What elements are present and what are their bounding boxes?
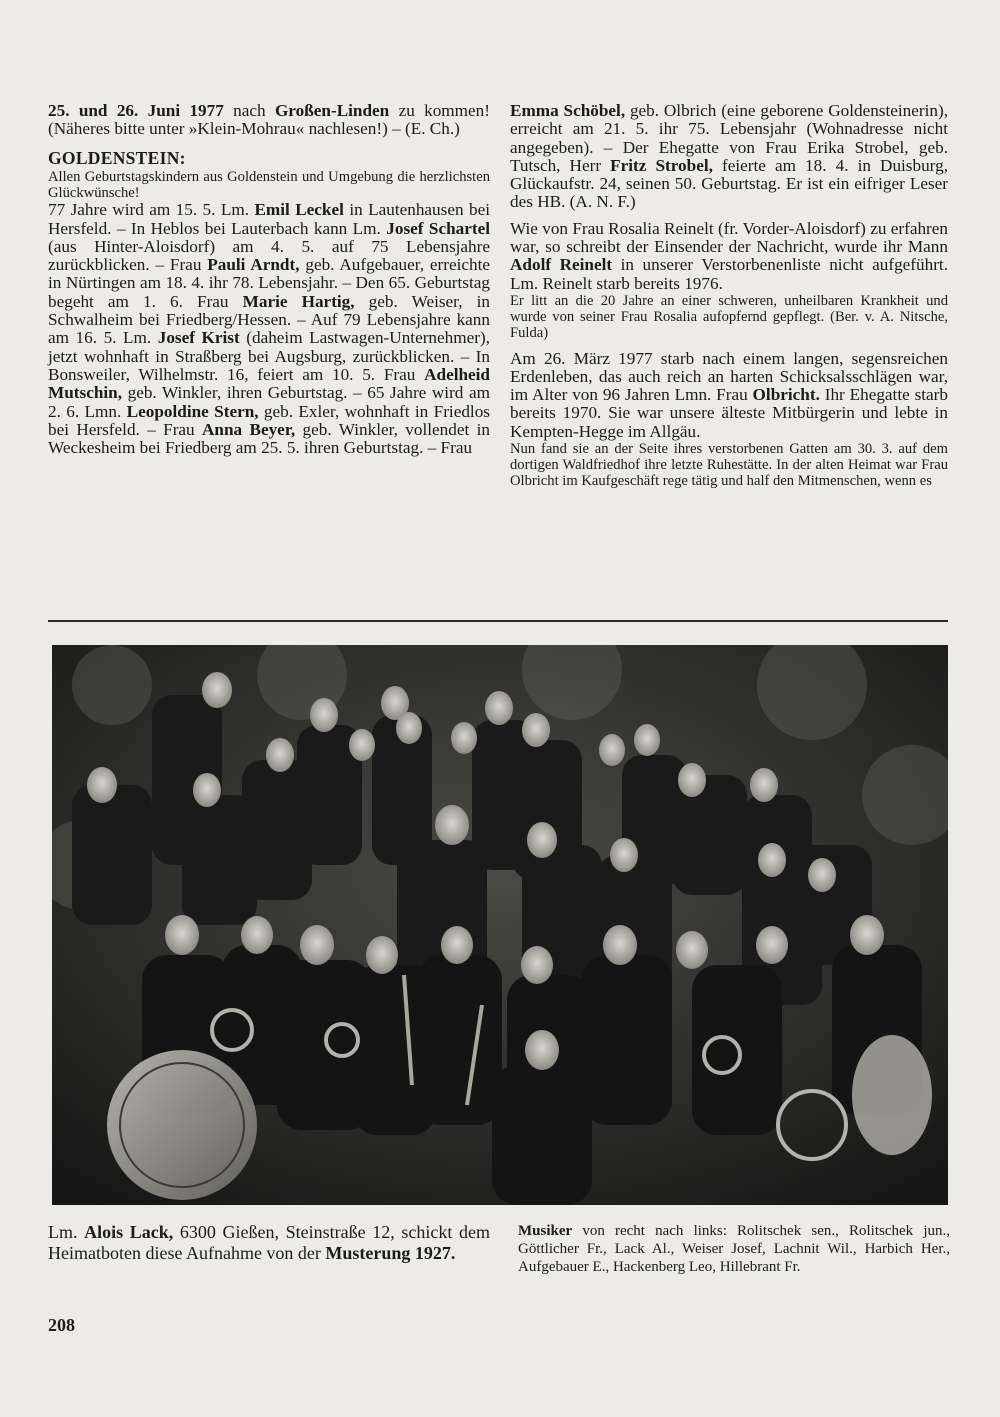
bold-name: Marie Hartig, bbox=[242, 291, 355, 311]
section-divider bbox=[48, 620, 948, 622]
photo-caption-musicians bbox=[518, 1222, 950, 1277]
photo-illustration bbox=[52, 645, 948, 1205]
text-run: geb. Olbrich (eine geborene Goldensteinerin), erreicht am 21. 5. ihr 75. Lebensjahr (Wohnadresse nicht angegeben). – Der Ehegatte von Frau Erika Strobel, geb. Tutsch, Herr bbox=[510, 101, 948, 175]
bold-name: Musiker bbox=[518, 1223, 573, 1239]
article-intro-paragraph bbox=[48, 102, 490, 139]
bold-name: Pauli Arndt, bbox=[207, 255, 300, 275]
text-run: geb. Winkler, ihren Geburtstag. – 65 Jahre wird am 2. 6. Lmn. bbox=[48, 383, 490, 421]
bold-name: Anna Beyer, bbox=[202, 419, 296, 439]
bold-name: 25. und 26. Juni 1977 bbox=[48, 101, 224, 120]
olbricht-obituary-paragraph bbox=[510, 350, 948, 441]
text-run: in unserer Verstorbenenliste nicht aufgeführt. Lm. Reinelt starb bereits 1976. bbox=[510, 255, 948, 293]
photo-caption-sender bbox=[48, 1222, 490, 1263]
text-run: geb. Exler, wohnhaft in Friedlos bei Hersfeld. – Frau bbox=[48, 401, 490, 439]
text-run: von recht nach links: Rolitschek sen., Rolitschek jun., Göttlicher Fr., Lack Al., Weiser Josef, Lachnit Wil., Harbich Her., Aufgebauer E., Hackenberg Leo, Hillebrant Fr. bbox=[518, 1223, 950, 1276]
bold-name: Adolf Reinelt bbox=[510, 255, 613, 275]
right-column bbox=[510, 102, 948, 490]
text-run: nach bbox=[223, 101, 275, 120]
text-run: Lm. bbox=[48, 1222, 85, 1242]
bold-name: Musterung 1927. bbox=[325, 1242, 456, 1263]
text-run: Wie von Frau Rosalia Reinelt (fr. Vorder-Aloisdorf) zu erfahren war, so schreibt der Einsender der Nachricht, wurde ihr Mann bbox=[510, 218, 948, 257]
bold-name: Leopoldine Stern, bbox=[126, 401, 259, 421]
text-run: geb. Winkler, vollendet in Weckesheim bei Friedberg am 25. 5. ihren Geburtstag. – Frau bbox=[48, 419, 490, 458]
bold-name: Fritz Strobel, bbox=[610, 155, 713, 175]
bold-name: Emil Leckel bbox=[254, 200, 344, 220]
text-run: 6300 Gießen, Steinstraße 12, schickt dem Heimatboten diese Aufnahme von der bbox=[48, 1222, 491, 1263]
text-run: (daheim Lastwagen-Unternehmer), jetzt wohnhaft in Straßberg bei Augsburg, zurückblicken. – In Bonsweiler, Wilhelmstr. 16, feiert am 10. 5. Frau bbox=[48, 328, 490, 384]
bold-name: Josef Schartel bbox=[386, 218, 490, 238]
section-heading-goldenstein: GOLDENSTEIN: bbox=[48, 147, 186, 168]
text-run: Am 26. März 1977 starb nach einem langen, segensreichen Erdenleben, das auch reich an harten Schicksalsschlägen war, im Alter von 96 Jahren Lmn. Frau bbox=[510, 348, 948, 405]
bold-name: Alois Lack, bbox=[84, 1222, 174, 1242]
left-column bbox=[48, 102, 490, 457]
text-run: (aus Hinter-Aloisdorf) am 4. 5. auf 75 Lebensjahre zurückblicken. – Frau bbox=[48, 236, 490, 275]
text-run: zu kommen! (Näheres bitte unter »Klein-Mohrau« nachlesen!) – (E. Ch.) bbox=[48, 101, 490, 139]
text-run: geb. Aufgebauer, erreichte in Nürtingen am 18. 4. ihr 78. Lebensjahr. – Den 65. Geburtstag begeht am 1. 6. Frau bbox=[48, 255, 491, 311]
group-photograph bbox=[52, 645, 948, 1205]
text-run: geb. Weiser, in Schwalheim bei Friedberg/Hessen. – Auf 79 Lebensjahre kann am 16. 5. Lm. bbox=[48, 291, 490, 348]
text-run: 77 Jahre wird am 15. 5. Lm. bbox=[48, 200, 255, 220]
page-number: 208 bbox=[48, 1315, 75, 1335]
bold-name: Josef Krist bbox=[157, 328, 240, 348]
greeting-line: Allen Geburtstagskindern aus Goldenstein und Umgebung die herzlichsten Glückwünsche! bbox=[48, 168, 490, 202]
bold-name: Großen-Linden bbox=[274, 101, 390, 120]
text-run: in Lautenhausen bei Hersfeld. – In Heblos bei Lauterbach kann Lm. bbox=[48, 200, 490, 238]
bold-name: Olbricht. bbox=[752, 385, 820, 405]
reinelt-notice-detail: Er litt an die 20 Jahre an einer schweren, unheilbaren Krankheit und wurde von seiner Frau Rosalia aufopfernd gepflegt. (Ber. v. A. Nitsche, Fulda) bbox=[510, 292, 948, 342]
text-run: Ihr Ehegatte starb bereits 1970. Sie war unsere älteste Mitbürgerin und lebte in Kempten-Hegge im Allgäu. bbox=[510, 385, 948, 441]
text-run: feierte am 18. 4. in Duisburg, Glückaufstr. 24, seinen 50. Geburtstag. Er ist ein eifriger Leser des HB. (A. N. F.) bbox=[510, 155, 948, 212]
reinelt-notice-paragraph bbox=[510, 220, 948, 293]
birthday-continued-paragraph bbox=[510, 102, 948, 212]
birthday-paragraph bbox=[48, 201, 490, 457]
bold-name: Emma Schöbel, bbox=[510, 101, 626, 120]
bold-name: Adelheid Mutschin, bbox=[48, 364, 490, 403]
olbricht-obituary-detail: Nun fand sie an der Seite ihres verstorbenen Gatten am 30. 3. auf dem dortigen Waldfriedhof ihre letzte Ruhestätte. In der alten Heimat war Frau Olbricht im Kaufgeschäft rege tätig und half den Mitmenschen, wenn es bbox=[510, 441, 948, 490]
